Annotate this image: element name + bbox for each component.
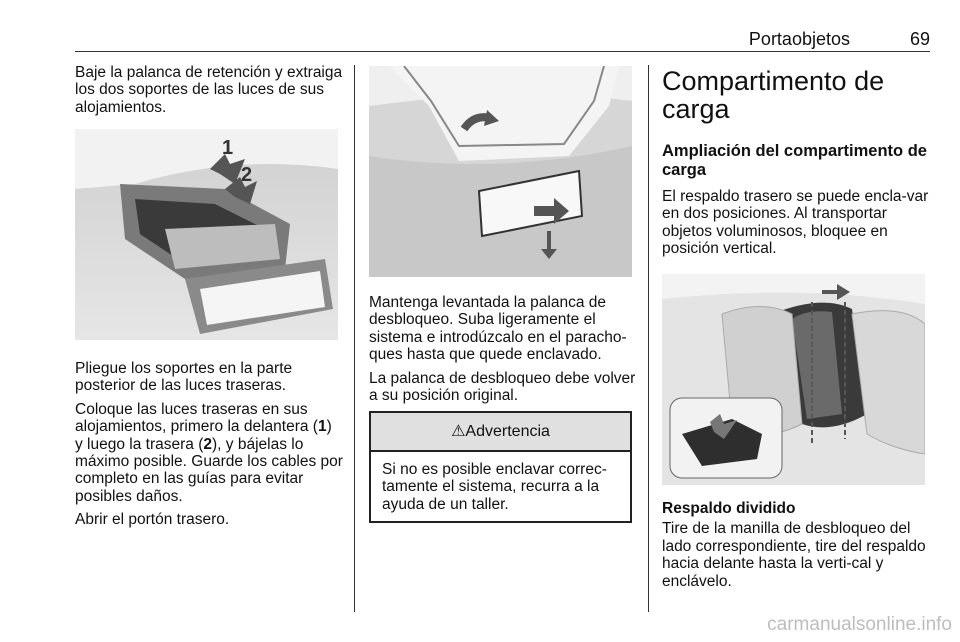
warning-text: Si no es posible enclavar correc-tamente el sistema, recurra a la ayuda de un taller. bbox=[382, 461, 607, 513]
watermark: carmanualsonline.info bbox=[767, 614, 952, 635]
column-divider-1 bbox=[354, 65, 355, 612]
paragraph-unlock-backrest: Tire de la manilla de desbloqueo del lado correspondiente, tire del respaldo hacia delante hasta la verti-cal y enclávelo. bbox=[662, 520, 926, 590]
column-3-lower bbox=[662, 500, 930, 596]
paragraph-place-lights: Coloque las luces traseras en sus alojamientos, primero la delantera (1) y luego la trasera (2), y bájelas lo máximo posible. Guarde los cables por completo en las guías para evitar posibles daños. bbox=[75, 400, 343, 505]
warning-box bbox=[369, 411, 632, 523]
ref-1: 1 bbox=[317, 418, 327, 436]
warning-header bbox=[371, 413, 630, 452]
figure-light-supports bbox=[75, 129, 338, 340]
ref-2: 2 bbox=[203, 435, 212, 453]
page-number: 69 bbox=[909, 29, 930, 49]
page-header bbox=[75, 29, 930, 51]
paragraph-lever-return: La palanca de desbloqueo debe volver a su posición original. bbox=[369, 369, 636, 405]
figure-tailgate-insert bbox=[369, 66, 632, 277]
warning-triangle-icon: ⚠ bbox=[451, 423, 466, 440]
paragraph-backrest-positions: El respaldo trasero se puede encla-var en dos posiciones. Al transportar objetos voluminosos, bloquee en posición vertical. bbox=[662, 188, 929, 258]
figure-split-backrest bbox=[662, 274, 925, 485]
column-1-lower bbox=[75, 360, 343, 535]
column-divider-2 bbox=[648, 65, 649, 612]
callout-2: 2 bbox=[241, 164, 253, 186]
warning-title: Advertencia bbox=[465, 423, 550, 440]
column-2 bbox=[369, 294, 637, 410]
subsection-heading: Ampliación del compartimento de carga bbox=[662, 142, 927, 179]
paragraph-open-tailgate: Abrir el portón trasero. bbox=[75, 511, 230, 529]
paragraph-raise-lever: Mantenga levantada la palanca de desbloqueo. Suba ligeramente el sistema e introdúzcalo en el paracho-ques hasta que quede enclavado. bbox=[369, 294, 627, 364]
page-title: Portaobjetos bbox=[748, 29, 850, 49]
column-3 bbox=[662, 67, 930, 264]
section-heading: Compartimento de carga bbox=[662, 66, 885, 124]
header-rule bbox=[75, 51, 930, 52]
column-1 bbox=[75, 64, 343, 122]
figure-caption: Respaldo dividido bbox=[662, 500, 796, 517]
paragraph-lights-removal: Baje la palanca de retención y extraiga los dos soportes de las luces de sus alojamientos. bbox=[75, 64, 343, 116]
callout-1: 1 bbox=[222, 137, 234, 159]
paragraph-fold-supports: Pliegue los soportes en la parte posterior de las luces traseras. bbox=[75, 360, 293, 395]
